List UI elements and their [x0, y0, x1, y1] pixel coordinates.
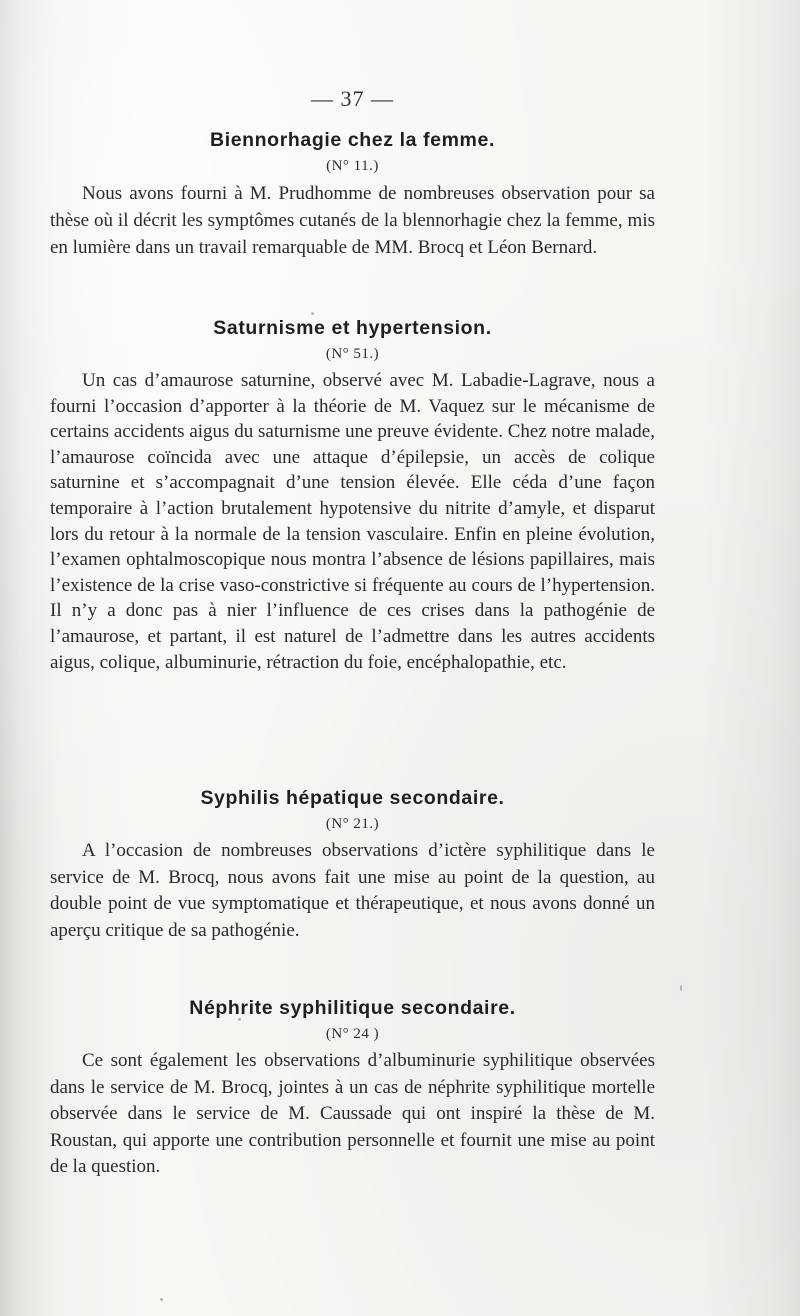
- section-paragraph: Ce sont également les observations d’albuminurie syphilitique observées dans le service de M. Brocq, jointes à un cas de néphrite syphilitique mortelle observée dans le service de M. Caussade qui ont inspiré la thèse de M. Roustan, qui apporte une contribution personnelle et fournit une mise au point de la question.: [50, 1050, 655, 1177]
- section-heading: Néphrite syphilitique secondaire.: [189, 997, 516, 1019]
- paper-speck: [160, 1298, 163, 1301]
- section-heading: Saturnisme et hypertension.: [213, 317, 492, 339]
- section-blennorhagie: [50, 128, 655, 261]
- page-number: — 37 —: [311, 86, 394, 111]
- section-nephrite: [50, 996, 655, 1181]
- publication-number: (N° 21.): [325, 816, 380, 832]
- section-heading: Biennorhagie chez la femme.: [210, 129, 495, 151]
- publication-number: (N° 51.): [325, 346, 380, 362]
- publication-number: (N° 11.): [326, 158, 379, 174]
- section-syphilis-hepatique: [50, 786, 655, 944]
- section-paragraph: Nous avons fourni à M. Prudhomme de nombreuses observation pour sa thèse où il décrit les symptômes cutanés de la blennorhagie chez la femme, mis en lumière dans un travail remarquable de MM. Brocq et Léon Bernard.: [50, 183, 655, 258]
- section-saturnisme: [50, 316, 655, 675]
- section-heading: Syphilis hépatique secondaire.: [200, 787, 505, 809]
- paper-speck: [680, 985, 682, 991]
- section-paragraph: A l’occasion de nombreuses observations d’ictère syphilitique dans le service de M. Brocq, nous avons fait une mise au point de la question, au double point de vue symptomatique et thérapeutique, et nous avons donné un aperçu critique de sa pathogénie.: [50, 840, 655, 941]
- paper-speck: [311, 312, 314, 315]
- section-paragraph: Un cas d’amaurose saturnine, observé avec M. Labadie-Lagrave, nous a fourni l’occasion d’apporter à la théorie de M. Vaquez sur le mécanisme de certains accidents aigus du saturnisme une preuve évidente. Chez notre malade, l’amaurose coïncida avec une attaque d’épilepsie, un accès de colique saturnine et s’accompagnait d’une tension élevée. Elle céda d’une façon temporaire à l’action brutalement hypotensive du nitrite d’amyle, et disparut lors du retour à la normale de la tension vasculaire. Enfin en pleine évolution, l’examen ophtalmoscopique nous montra l’absence de lésions papillaires, mais l’existence de la crise vaso-constrictive si fréquente au cours de l’hypertension. Il n’y a donc pas à nier l’influence de ces crises dans la pathogénie de l’amaurose, et partant, il est naturel de l’admettre dans les autres accidents aigus, colique, albuminurie, rétraction du foie, encéphalopathie, etc.: [50, 370, 655, 673]
- publication-number: (N° 24 ): [325, 1026, 380, 1042]
